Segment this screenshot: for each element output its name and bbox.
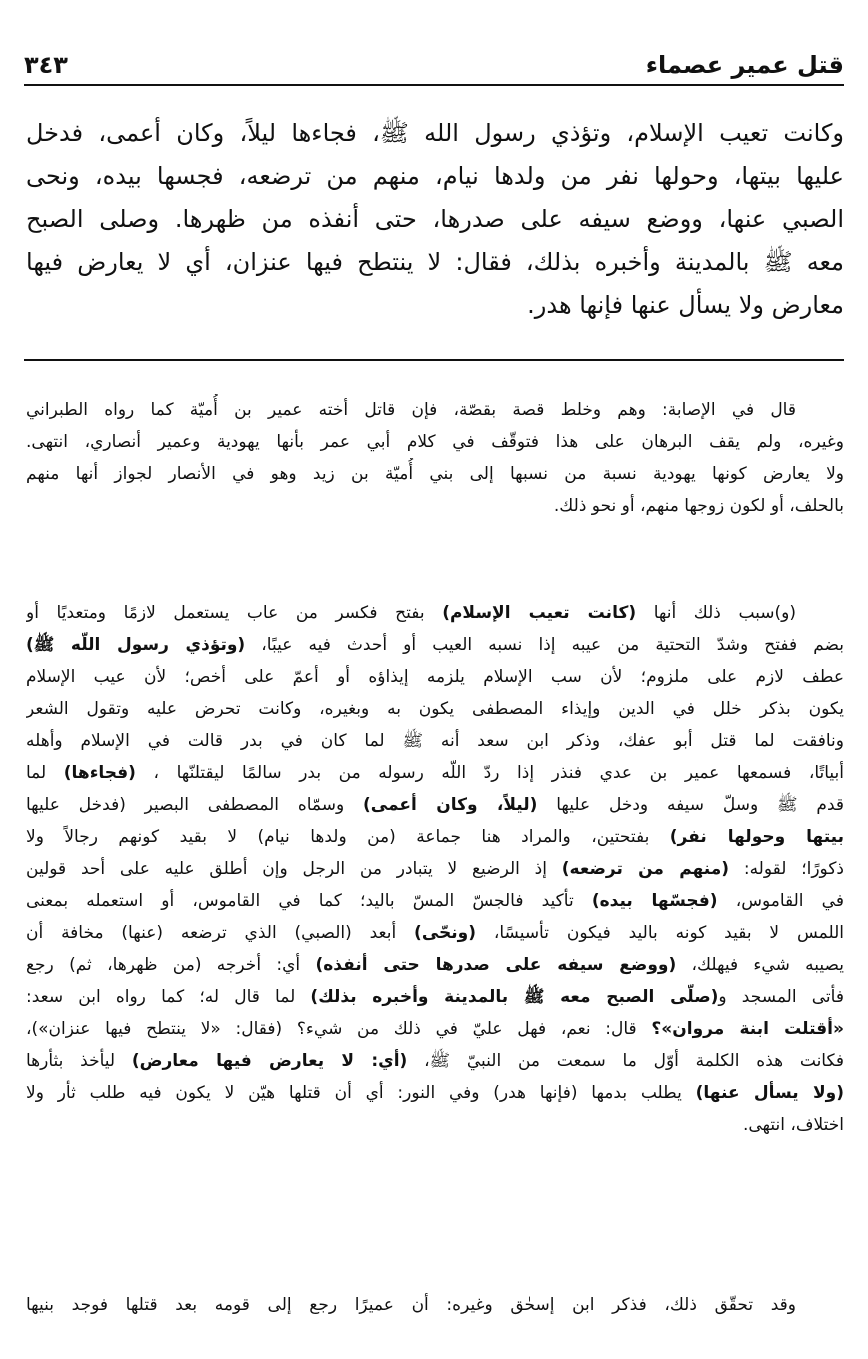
quoted-text: (أي: لا يعارض فيها معارض) [131,1051,408,1071]
page-header [24,44,844,86]
quoted-text: (وتؤذي رسول اللّه ﷺ) [26,635,246,655]
commentary-line: قال في الإصابة: وهم وخلط قصة بقصّة، فإن قاتل أخته عمير بن أُميّة كما رواه الطبراني [26,400,796,420]
commentary-text: أي: أخرجه (من ظهرها، ثم) رجع [26,955,316,975]
commentary-line [26,725,844,757]
commentary-text: أبياتًا، فسمعها عمير بن عدي فنذر إذا ردّ اللّه رسوله من بدر سالمًا ليقتلنّها ، [135,763,844,783]
commentary-line [26,981,844,1013]
quoted-text: (فجسّها بيده) [591,891,718,911]
main-text-line: معه ﷺ بالمدينة وأخبره بذلك، فقال: لا ينتطح فيها عنزان، أي لا يعارض فيها [26,248,844,276]
quoted-text: (ليلاً، وكان أعمى) [363,795,538,815]
commentary-line [26,757,844,789]
commentary-text: قال: نعم، فهل عليّ في ذلك من شيء؟ (فقال: «لا ينتطح فيها عنزان»)، [26,1019,652,1039]
main-text-line: الصبي عنها، ووضع سيفه على صدرها، حتى أنفذه من ظهرها. وصلى الصبح [26,205,844,233]
commentary-text: لما [26,763,64,783]
commentary-line [26,1077,844,1109]
quoted-text: (فجاءها) [63,763,136,783]
commentary-text: ليأخذ بثأرها [26,1051,132,1071]
commentary-text: بفتحتين، والمراد هنا جماعة (من ولدها نيام) لا بقيد كونهم رجالاً ولا [26,827,670,847]
quoted-text: (ونحّى) [414,923,476,943]
commentary-paragraph-2 [26,597,844,1141]
quoted-text: (ووضع سيفه على صدرها حتى أنفذه) [315,955,677,975]
commentary-text: بفتح فكسر من عاب يستعمل لازمًا ومتعديًا أو [26,603,443,623]
commentary-text: في القاموس، [717,891,844,911]
quoted-text: (منهم من ترضعه) [561,859,730,879]
commentary-line [26,1013,844,1045]
commentary-line [26,1109,844,1141]
commentary-text: قدم ﷺ وسلّ سيفه ودخل عليها [537,795,844,815]
commentary-text: فأتى المسجد و [718,987,844,1007]
commentary-line [26,629,844,661]
commentary-line [26,1045,844,1077]
commentary-line: ولا يعارض كونها يهودية نسبة من نسبها إلى بني أُميّة بن زيد وهو في الأنصار لجواز أنها منهم [26,464,844,484]
commentary-line [26,597,844,629]
commentary-text: ذكورًا؛ لقوله: [729,859,844,879]
commentary-text: فكانت هذه الكلمة أوّل ما سمعت من النبيّ ﷺ، [407,1051,844,1071]
commentary-text: بضم ففتح وشدّ التحتية من عيبه إذا نسبه العيب أو أحدث فيه عيبًا، [245,635,844,655]
commentary-line: وقد تحقّق ذلك، فذكر ابن إسحٰق وغيره: أن عميرًا رجع إلى قومه بعد قتلها فوجد بنيها [26,1295,796,1315]
commentary-line [26,661,844,693]
commentary-text: تأكيد فالجسّ المسّ باليد؛ كما في القاموس، أو استعمله بمعنى [26,891,592,911]
quoted-text: «أقتلت ابنة مروان»؟ [651,1019,844,1039]
running-title: قتل عمير عصماء [645,51,844,79]
commentary-text: إذ الرضيع لا يتبادر من الرجل وإن أطلق عليه على أحد قولين [26,859,562,879]
main-text-line: وكانت تعيب الإسلام، وتؤذي رسول الله ﷺ، فجاءها ليلاً، وكان أعمى، فدخل [26,119,844,147]
commentary-paragraph-3 [26,1289,844,1321]
commentary-text: وسمّاه المصطفى البصير (فدخل عليها [26,795,364,815]
commentary-line: بالحلف، أو لكون زوجها منهم، أو نحو ذلك. [553,496,844,516]
commentary-text: اللمس لا بقيد كونه باليد فيكون تأسيسًا، [476,923,844,943]
main-text-line: عليها بيتها، وحولها نفر من ولدها نيام، منهم من ترضعه، فجسها بيده، ونحى [26,162,844,190]
quoted-text: (ولا يسأل عنها) [695,1083,844,1103]
commentary-text: لما قال له؛ كما رواه ابن سعد: [26,987,311,1007]
commentary-line [26,917,844,949]
quoted-text: (صلّى الصبح معه ﷺ بالمدينة وأخبره بذلك) [310,987,719,1007]
commentary-text: عطف لازم على ملزوم؛ لأن سب الإسلام يلزمه إيذاؤه أو أعمّ على أخص؛ لأن عيب الإسلام [26,667,844,687]
main-text-line: معارض ولا يسأل عنها فإنها هدر. [527,291,844,319]
main-text [26,112,844,327]
commentary-line [26,885,844,917]
commentary-text: اختلاف، انتهى. [742,1115,844,1135]
commentary-text: يصيبه شيء فيهلك، [676,955,844,975]
commentary-text: يطلب بدمها (فإنها هدر) وفي النور: أي أن قتلها هيّن لا يكون فيه طلب ثأر ولا [26,1083,696,1103]
quoted-text: بيتها وحولها نفر) [669,827,844,847]
commentary-text: يكون بذكر خلل في الدين وإيذاء المصطفى يكون به وبغيره، وكانت تحرض عليه وتقول الشعر [26,699,844,719]
quoted-text: (كانت تعيب الإسلام) [442,603,637,623]
section-divider [24,359,844,361]
commentary-text: أبعد (الصبي) الذي ترضعه (عنها) مخافة أن [26,923,415,943]
commentary-paragraph-1 [26,394,844,522]
commentary-text: ونافقت لما قتل أبو عفك، وذكر ابن سعد أنه ﷺ لما كان في بدر قالت في الإسلام وأهله [26,731,844,751]
commentary-line [26,853,844,885]
commentary-text: (و)سبب ذلك أنها [636,603,796,623]
commentary-line [26,693,844,725]
commentary-line [26,789,844,821]
page-number: ٣٤٣ [24,51,68,79]
commentary-line: وغيره، ولم يقف البرهان على هذا فتوقّف في كلام أبي عمر بأنها يهودية وعمير أنصاري، انتهى. [26,432,844,452]
commentary-line [26,821,844,853]
commentary-line [26,949,844,981]
